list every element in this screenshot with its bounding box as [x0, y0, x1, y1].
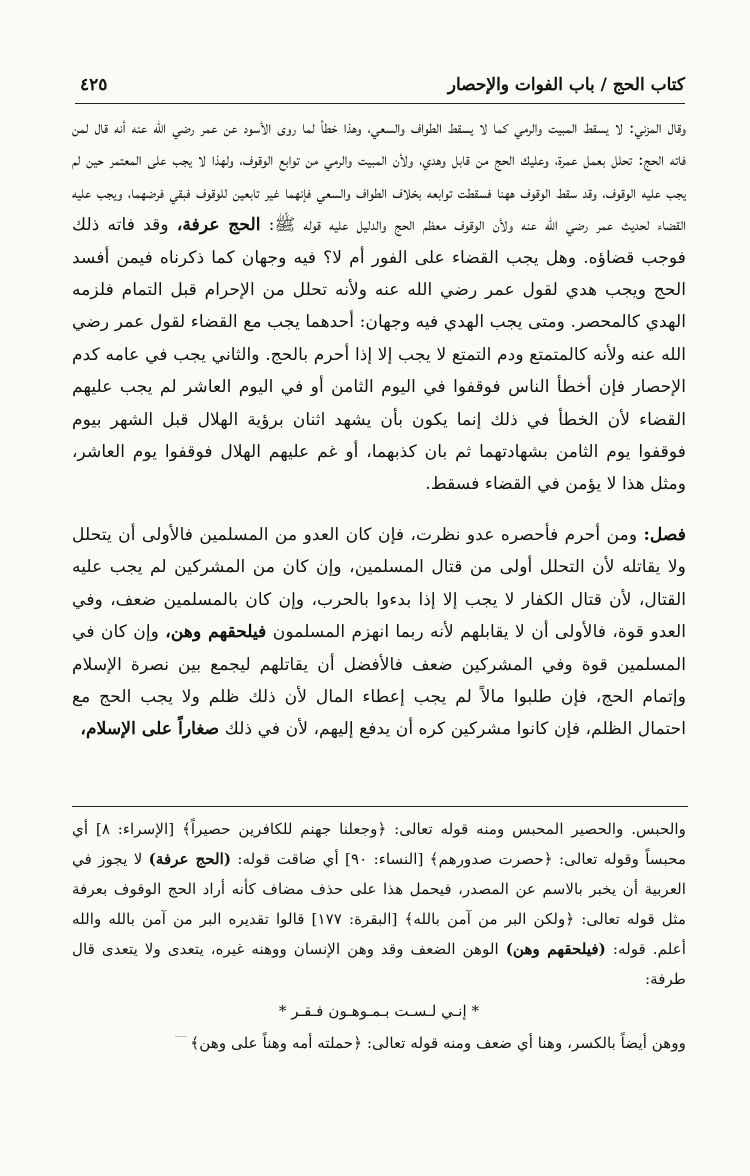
text-segment: والحبس. والحصير المحبس ومنه قوله تعالى: ﴿وجعلنا جهنم للكافرين حصيراً﴾ [الإسراء: ٨] أي محبساً وقوله تعالى: ﴿حصرت صدورهم﴾ [النساء: ٩٠] أي ضاقت قوله:: [72, 820, 687, 868]
bold-phrase: الحج عرفة،: [176, 215, 261, 236]
paragraph-muzani: [72, 112, 686, 501]
running-header: [80, 70, 685, 100]
text-segment: ومن أحرم فأحصره عدو نظرت، فإن كان العدو من المسلمين فالأولى أن يتحلل ولا يقاتله لأن التحلل أولى من قتال المسلمين، وإن كان من المشركين لم يجب عليه القتال، لأن قتال الكفار لا يجب إلا إذا بدءوا بالحرب، وإن كان بالمسلمين ضعف، وفي العدو قوة، فالأولى أن لا يقابلهم لأنه ربما انهزم المسلمون: [72, 524, 686, 643]
text-segment: وقال المزني: لا يسقط المبيت والرمي كما لا يسقط الطواف والسعي، وهذا خطأ لما روى الأسود عن عمر رضي الله عنه أنه قال لمن فاته الحج: تحلل بعمل عمرة، وعليك الحج من قابل وهدي، ولأن المبيت والرمي من توابع الوقوف، ولهذا لا يجب على المعتمر حين لم يجب عليه الوقوف، وقد سقط الوقوف ههنا فسقطت توابعه بخلاف الطواف والسعي فإنهما غير تابعين للوقوف فبقي فرضهما، ويجب عليه القضاء لحديث عمر رضي الله عنه ولأن الوقوف معظم الحج والدليل عليه قوله ﷺ:: [72, 118, 687, 236]
footnote-paragraph: [72, 814, 686, 994]
chapter-title: كتاب الحج / باب الفوات والإحصار: [447, 75, 685, 95]
page-number: ٤٢٥: [80, 75, 108, 95]
text-segment: وقد فاته ذلك فوجب قضاؤه. وهل يجب القضاء على الفور أم لا؟ فيه وجهان كما ذكرناه فيمن أفسد الحج ويجب هدي لقول عمر رضي الله عنه ولأنه تحلل من الإحرام قبل التمام فلزمه الهدي كالمحصر. ومتى يجب الهدي فيه وجهان: أحدهما يجب مع القضاء لقول عمر رضي الله عنه ولأنه كالمتمتع ودم التمتع لا يجب إلا إذا أحرم بالحج. والثاني يجب في عامه كدم الإحصار فإن أخطأ الناس فوقفوا في اليوم الثامن أو في اليوم العاشر لم يجب عليهم القضاء لأن الخطأ في ذلك إنما يكون بأن يشهد اثنان برؤية الهلال قبل الشهر بيوم فوقفوا يوم الثامن بشهادتهما ثم بان كذبهما، أو غم عليهم الهلال فوقفوا يوم العاشر، ومثل هذا لا يؤمن في القضاء فسقط.: [72, 215, 686, 495]
text-segment: لا يجوز في العربية أن يخبر بالاسم عن المصدر، فيحمل هذا على حذف مضاف كأنه أراد الحج الوقوف بعرفة مثل قوله تعالى: ﴿ولكن البر من آمن بالله﴾ [البقرة: ١٧٧] قالوا تقديره البر من آمن بالله والله أعلم. قوله:: [72, 850, 687, 958]
footnote-divider: [72, 806, 688, 807]
text-segment: وإن كان في المسلمين قوة وفي المشركين ضعف فالأفضل أن يقاتلهم ليجمع بين نصرة الإسلام وإتمام الحج، فإن طلبوا مالاً لم يجب إعطاء المال لأن ذلك ظلم ولا يجب الحج مع احتمال الظلم، فإن كانوا مشركين كره أن يدفع إليهم، لأن في ذلك: [72, 622, 686, 740]
bold-phrase: (الحج عرفة): [148, 850, 232, 868]
footnote-paragraph: ووهن أيضاً بالكسر، وهنا أي ضعف ومنه قوله تعالى: ﴿حملته أمه وهناً على وهن﴾: [190, 1034, 686, 1052]
bold-phrase: فيلحقهم وهن،: [165, 622, 267, 643]
footnotes: [72, 814, 686, 1058]
header-divider: [75, 103, 685, 104]
scan-mark: [175, 1036, 187, 1037]
text-segment: الوهن الضعف وقد وهن الإنسان ووهنه غيره، يتعدى ولا يتعدى قال طرفة:: [72, 940, 686, 988]
bold-phrase: صغاراً على الإسلام،: [80, 719, 220, 740]
main-text: [72, 112, 686, 746]
poetry-verse: * إنـي لـسـت بـمـوهـون فـقـر *: [278, 1002, 480, 1020]
section-label: فصل:: [643, 524, 686, 545]
paragraph-fasl: [72, 519, 686, 746]
bold-phrase: (فيلحقهم وهن): [505, 940, 606, 958]
